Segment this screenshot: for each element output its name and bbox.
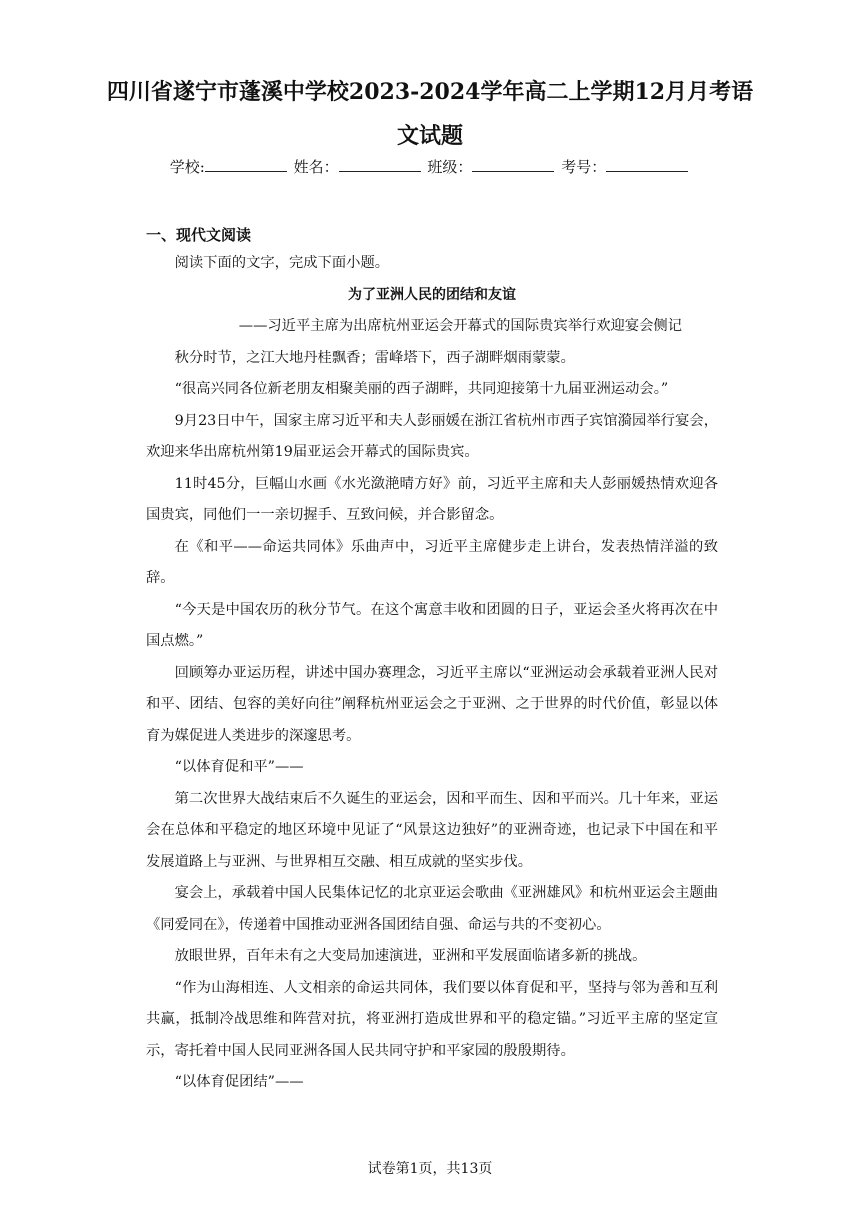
- article-subtitle: ——习近平主席为出席杭州亚运会开幕式的国际贵宾举行欢迎宴会侧记: [238, 318, 682, 334]
- paragraph: 第二次世界大战结束后不久诞生的亚运会，因和平而生、因和平而兴。几十年来，亚运会在总体和平稳定的地区环境中见证了“风景这边独好”的亚洲奇迹，也记录下中国在和平发展道路上与亚洲、与世界相互交融、相互成就的坚实步伐。: [146, 790, 718, 870]
- class-label: 班级：: [427, 158, 473, 176]
- school-blank: [205, 157, 287, 172]
- paragraph: “以体育促和平”——: [174, 759, 304, 775]
- paragraph: 在《和平——命运共同体》乐曲声中，习近平主席健步走上讲台，发表热情洋溢的致辞。: [146, 538, 718, 586]
- student-info-line: [0, 156, 860, 177]
- paragraph: 回顾筹办亚运历程，讲述中国办赛理念，习近平主席以“亚洲运动会承载着亚洲人民对和平、团结、包容的美好向往”阐释杭州亚运会之于亚洲、之于世界的时代价值，彰显以体育为媒促进人类进步的深邃思考。: [146, 664, 718, 744]
- paragraph: “以体育促团结”——: [174, 1074, 304, 1090]
- article-body: [146, 248, 718, 1099]
- paragraph: 放眼世界，百年未有之大变局加速演进，亚洲和平发展面临诸多新的挑战。: [174, 948, 647, 964]
- paragraph: “作为山海相连、人文相亲的命运共同体，我们要以体育促和平，坚持与邻为善和互利共赢，抵制冷战思维和阵营对抗，将亚洲打造成世界和平的稳定锚。”习近平主席的坚定宣示，寄托着中国人民同亚洲各国人民共同守护和平家园的殷殷期待。: [146, 979, 718, 1059]
- name-label: 姓名：: [293, 158, 339, 176]
- page-footer: 试卷第1页，共13页: [367, 1161, 493, 1177]
- paragraph: “很高兴同各位新老朋友相聚美丽的西子湖畔，共同迎接第十九届亚洲运动会。”: [174, 381, 669, 397]
- paragraph: 秋分时节，之江大地丹桂飘香；雷峰塔下，西子湖畔烟雨蒙蒙。: [174, 349, 575, 366]
- school-label: 学校:: [169, 158, 205, 176]
- exam-number-label: 考号：: [561, 158, 607, 176]
- exam-number-blank: [606, 157, 688, 172]
- article-title: 为了亚洲人民的团结和友谊: [348, 286, 516, 303]
- paragraph: 11时45分，巨幅山水画《水光潋滟晴方好》前，习近平主席和夫人彭丽媛热情欢迎各国贵宾，同他们一一亲切握手、互致问候，并合影留念。: [146, 475, 718, 523]
- paragraph: 宴会上，承载着中国人民集体记忆的北京亚运会歌曲《亚洲雄风》和杭州亚运会主题曲《同爱同在》，传递着中国推动亚洲各国团结自强、命运与共的不变初心。: [146, 885, 718, 933]
- page-title: 四川省遂宁市蓬溪中学校2023-2024学年高二上学期12月月考语文试题: [106, 79, 754, 149]
- class-blank: [472, 157, 554, 172]
- name-blank: [339, 157, 421, 172]
- instruction-text: 阅读下面的文字，完成下面小题。: [174, 255, 390, 271]
- section-heading: 一、现代文阅读: [146, 226, 252, 244]
- paragraph: 9月23日中午，国家主席习近平和夫人彭丽媛在浙江省杭州市西子宾馆漪园举行宴会，欢迎来华出席杭州第19届亚运会开幕式的国际贵宾。: [146, 412, 718, 460]
- paragraph: “今天是中国农历的秋分节气。在这个寓意丰收和团圆的日子，亚运会圣火将再次在中国点燃。”: [146, 601, 718, 649]
